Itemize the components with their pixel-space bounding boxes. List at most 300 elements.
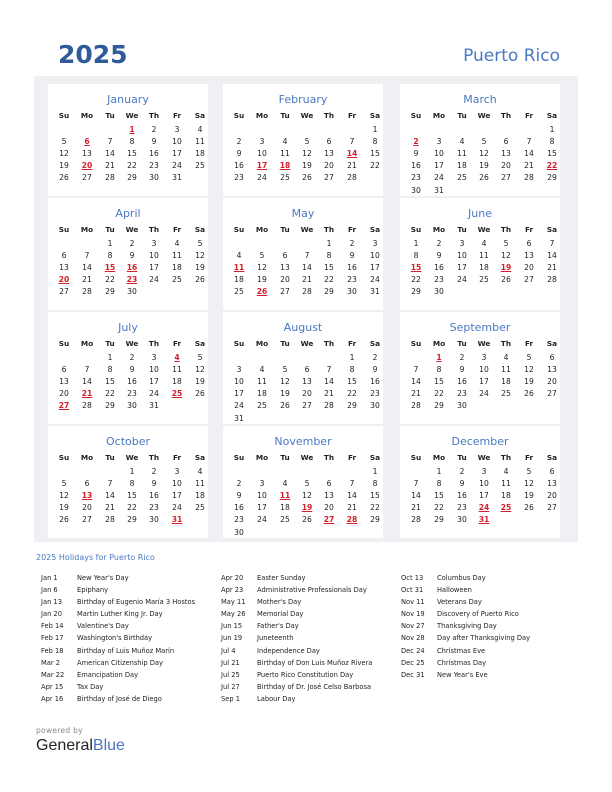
- day-cell: 3: [151, 353, 157, 362]
- day-cell: 13: [524, 251, 534, 261]
- holiday-date: Dec 25: [401, 658, 425, 667]
- day-cell: 20: [524, 263, 534, 273]
- day-cell: 8: [129, 137, 135, 147]
- day-cell: 23: [347, 275, 357, 285]
- day-cell: 27: [524, 275, 534, 285]
- day-cell: 11: [479, 251, 489, 261]
- weekday-label: Sa: [369, 339, 381, 348]
- day-cell: 29: [411, 287, 421, 297]
- weekday-label: Tu: [457, 453, 467, 462]
- month-title: December: [451, 435, 509, 448]
- day-cell: 6: [526, 239, 532, 248]
- day-cell: 20: [324, 503, 334, 513]
- day-cell: 15: [127, 149, 137, 159]
- holiday-day-cell: 15: [104, 263, 116, 273]
- day-cell: 24: [257, 515, 267, 525]
- day-cell: 13: [59, 263, 69, 273]
- day-cell: 2: [129, 353, 135, 362]
- day-cell: 6: [61, 251, 67, 261]
- holiday-name: Birthday of José de Diego: [77, 694, 162, 703]
- holiday-day-cell: 31: [171, 515, 183, 525]
- day-cell: 3: [174, 467, 180, 476]
- day-cell: 21: [411, 503, 421, 513]
- day-cell: 15: [127, 491, 137, 501]
- weekday-label: Mo: [432, 453, 446, 462]
- powered-by-label: powered by: [36, 726, 83, 735]
- day-cell: 18: [172, 377, 182, 387]
- month-november: [223, 426, 383, 538]
- day-cell: 22: [324, 275, 334, 285]
- weekday-header: [48, 111, 208, 122]
- day-cell: 16: [127, 377, 137, 387]
- day-cell: 20: [547, 377, 557, 387]
- weekday-header: [48, 225, 208, 236]
- day-cell: 1: [372, 467, 378, 476]
- day-cell: 12: [524, 365, 534, 375]
- day-cell: 19: [524, 491, 534, 501]
- day-cell: 17: [149, 377, 159, 387]
- day-cell: 6: [61, 365, 67, 375]
- day-cell: 6: [304, 365, 310, 375]
- day-cell: 7: [84, 251, 90, 261]
- day-cell: 4: [174, 239, 180, 248]
- day-cell: 10: [172, 137, 182, 147]
- weekday-label: Mo: [80, 225, 94, 234]
- day-cell: 21: [547, 263, 557, 273]
- day-cell: 26: [479, 173, 489, 183]
- day-cell: 5: [61, 137, 67, 147]
- day-cell: 14: [411, 491, 421, 501]
- day-cell: 18: [501, 491, 511, 501]
- holiday-day-cell: 24: [478, 503, 490, 513]
- holiday-date: Apr 15: [41, 682, 64, 691]
- weekday-label: Th: [148, 225, 160, 234]
- holiday-date: Feb 18: [41, 646, 64, 655]
- day-cell: 27: [547, 503, 557, 513]
- day-cell: 29: [347, 401, 357, 411]
- day-cell: 11: [172, 365, 182, 375]
- day-cell: 6: [503, 137, 509, 147]
- day-cell: 5: [197, 353, 203, 362]
- day-cell: 8: [549, 137, 555, 147]
- day-cell: 30: [457, 515, 467, 525]
- holiday-name: Birthday of Don Luis Muñoz Rivera: [257, 658, 373, 667]
- day-cell: 6: [84, 479, 90, 489]
- weekday-header: [48, 339, 208, 350]
- day-cell: 16: [149, 149, 159, 159]
- day-cell: 15: [547, 149, 557, 159]
- day-cell: 7: [107, 137, 113, 147]
- day-cell: 19: [59, 503, 69, 513]
- holiday-name: Martin Luther King Jr. Day: [77, 610, 163, 619]
- day-cell: 18: [479, 263, 489, 273]
- holiday-name: Christmas Eve: [437, 646, 486, 655]
- weekday-label: Mo: [255, 111, 269, 120]
- holiday-date: Nov 11: [401, 598, 425, 607]
- holiday-date: Jan 20: [41, 610, 62, 619]
- day-cell: 16: [457, 377, 467, 387]
- day-cell: 9: [349, 251, 355, 261]
- day-cell: 16: [434, 263, 444, 273]
- day-cell: 3: [236, 365, 242, 375]
- holiday-date: Oct 13: [401, 574, 424, 582]
- holiday-date: Jul 25: [221, 670, 240, 679]
- day-cell: 4: [236, 251, 242, 261]
- day-cell: 2: [459, 353, 465, 362]
- weekday-label: We: [300, 339, 314, 348]
- day-cell: 17: [172, 149, 182, 159]
- day-cell: 12: [302, 149, 312, 159]
- day-cell: 7: [349, 479, 355, 489]
- day-cell: 18: [257, 389, 267, 399]
- day-cell: 13: [547, 479, 557, 489]
- weekday-header: [48, 453, 208, 464]
- holiday-name: Birthday of Eugenio María 3 Hostos: [77, 598, 196, 607]
- weekday-label: Mo: [255, 339, 269, 348]
- day-cell: 18: [280, 503, 290, 513]
- month-title: June: [468, 207, 492, 220]
- day-cell: 13: [280, 263, 290, 273]
- weekday-label: Th: [323, 339, 335, 348]
- day-cell: 10: [257, 149, 267, 159]
- day-cell: 15: [434, 491, 444, 501]
- day-cell: 27: [547, 389, 557, 399]
- weekday-header: [400, 339, 560, 350]
- day-cell: 12: [59, 149, 69, 159]
- weekday-label: Sa: [194, 225, 206, 234]
- day-cell: 29: [370, 515, 380, 525]
- day-cell: 8: [326, 251, 332, 261]
- day-cell: 4: [481, 239, 487, 248]
- day-cell: 31: [234, 413, 244, 423]
- holiday-day-cell: 17: [256, 161, 268, 171]
- holiday-day-cell: 13: [81, 491, 93, 501]
- day-cell: 29: [434, 515, 444, 525]
- weekday-label: Th: [323, 111, 335, 120]
- weekday-label: Mo: [432, 225, 446, 234]
- holiday-name: Birthday of Dr. José Celso Barbosa: [257, 682, 372, 691]
- day-cell: 28: [82, 401, 92, 411]
- weekday-label: Sa: [546, 225, 558, 234]
- holiday-day-cell: 20: [58, 275, 70, 285]
- day-cell: 4: [282, 137, 288, 147]
- day-cell: 20: [324, 161, 334, 171]
- day-cell: 7: [326, 365, 332, 375]
- holiday-date: Sep 1: [221, 694, 240, 703]
- day-cell: 4: [197, 467, 203, 476]
- day-cell: 1: [436, 467, 442, 476]
- day-cell: 17: [370, 263, 380, 273]
- holiday-name: Epiphany: [77, 586, 109, 595]
- month-june: [400, 198, 560, 310]
- day-cell: 2: [372, 353, 378, 362]
- day-cell: 21: [324, 389, 334, 399]
- weekday-label: Su: [410, 339, 422, 348]
- day-cell: 31: [434, 185, 444, 195]
- day-cell: 18: [195, 491, 205, 501]
- day-cell: 8: [107, 365, 113, 375]
- weekday-label: Su: [233, 453, 245, 462]
- day-cell: 19: [280, 389, 290, 399]
- day-cell: 23: [434, 275, 444, 285]
- day-cell: 8: [413, 251, 419, 261]
- holiday-date: Jul 27: [221, 682, 240, 691]
- day-cell: 31: [370, 287, 380, 297]
- day-cell: 8: [349, 365, 355, 375]
- day-cell: 20: [547, 491, 557, 501]
- day-cell: 2: [129, 239, 135, 248]
- month-title: January: [107, 93, 149, 106]
- holiday-name: American Citizenship Day: [77, 658, 163, 667]
- day-cell: 11: [457, 149, 467, 159]
- day-cell: 5: [282, 365, 288, 375]
- day-cell: 11: [501, 365, 511, 375]
- day-cell: 16: [411, 161, 421, 171]
- weekday-label: Mo: [80, 453, 94, 462]
- day-cell: 27: [82, 173, 92, 183]
- day-cell: 5: [304, 479, 310, 489]
- day-cell: 11: [501, 479, 511, 489]
- day-cell: 15: [370, 491, 380, 501]
- holiday-date: May 26: [221, 610, 246, 619]
- day-cell: 12: [501, 251, 511, 261]
- day-cell: 24: [172, 503, 182, 513]
- day-cell: 22: [370, 503, 380, 513]
- holiday-date: Jun 19: [221, 634, 243, 643]
- month-march: [400, 84, 560, 196]
- day-cell: 10: [149, 251, 159, 261]
- day-cell: 13: [302, 377, 312, 387]
- day-cell: 12: [280, 377, 290, 387]
- day-cell: 31: [149, 401, 159, 411]
- day-cell: 22: [105, 275, 115, 285]
- weekday-label: Fr: [347, 339, 357, 348]
- country-name: Puerto Rico: [463, 46, 560, 66]
- day-cell: 29: [127, 173, 137, 183]
- day-cell: 9: [129, 251, 135, 261]
- day-cell: 17: [434, 161, 444, 171]
- weekday-label: Tu: [105, 111, 115, 120]
- day-cell: 11: [195, 479, 205, 489]
- day-cell: 6: [549, 353, 555, 362]
- day-cell: 14: [105, 491, 115, 501]
- day-cell: 12: [59, 491, 69, 501]
- weekday-label: Fr: [347, 111, 357, 120]
- weekday-header: [223, 339, 383, 350]
- weekday-header: [400, 111, 560, 122]
- day-cell: 10: [479, 365, 489, 375]
- holiday-name: Juneteenth: [257, 634, 294, 643]
- day-cell: 17: [149, 263, 159, 273]
- month-august: [223, 312, 383, 424]
- day-cell: 21: [411, 389, 421, 399]
- weekday-label: Th: [148, 453, 160, 462]
- day-cell: 1: [413, 239, 419, 248]
- holiday-name: Halloween: [437, 586, 472, 595]
- holiday-day-cell: 11: [233, 263, 245, 273]
- day-cell: 4: [259, 365, 265, 375]
- weekday-label: We: [477, 453, 491, 462]
- day-cell: 4: [503, 353, 509, 362]
- holiday-date: Dec 31: [401, 670, 425, 679]
- day-cell: 13: [82, 149, 92, 159]
- holiday-day-cell: 26: [256, 287, 268, 297]
- day-cell: 7: [549, 239, 555, 248]
- holiday-name: Birthday of Luis Muñoz Marín: [77, 646, 175, 655]
- weekday-label: Tu: [457, 339, 467, 348]
- day-cell: 2: [459, 467, 465, 476]
- holiday-day-cell: 14: [346, 149, 358, 159]
- day-cell: 14: [82, 263, 92, 273]
- day-cell: 10: [370, 251, 380, 261]
- day-cell: 9: [459, 479, 465, 489]
- weekday-label: Tu: [280, 453, 290, 462]
- day-cell: 2: [151, 125, 157, 134]
- day-cell: 16: [370, 377, 380, 387]
- weekday-label: Su: [58, 225, 70, 234]
- holiday-date: Mar 22: [41, 670, 65, 679]
- day-cell: 19: [195, 263, 205, 273]
- holiday-name: Memorial Day: [257, 610, 304, 619]
- holiday-date: Oct 31: [401, 586, 424, 595]
- day-cell: 4: [503, 467, 509, 476]
- weekday-header: [400, 453, 560, 464]
- weekday-label: Sa: [194, 111, 206, 120]
- day-cell: 1: [326, 239, 332, 248]
- day-cell: 19: [195, 377, 205, 387]
- day-cell: 19: [479, 161, 489, 171]
- day-cell: 28: [547, 275, 557, 285]
- day-cell: 7: [413, 365, 419, 375]
- month-july: [48, 312, 208, 424]
- weekday-label: Th: [500, 225, 512, 234]
- holiday-day-cell: 27: [323, 515, 335, 525]
- weekday-label: Sa: [546, 111, 558, 120]
- day-cell: 13: [324, 491, 334, 501]
- holiday-date: Jun 15: [221, 622, 243, 631]
- holiday-day-cell: 25: [500, 503, 512, 513]
- day-cell: 14: [82, 377, 92, 387]
- day-cell: 7: [349, 137, 355, 147]
- generalblue-logo: [36, 737, 125, 755]
- day-cell: 9: [236, 149, 242, 159]
- weekday-label: Fr: [524, 453, 534, 462]
- day-cell: 23: [457, 389, 467, 399]
- day-cell: 6: [549, 467, 555, 476]
- calendar-grid: [34, 76, 578, 542]
- day-cell: 20: [501, 161, 511, 171]
- day-cell: 30: [370, 401, 380, 411]
- day-cell: 29: [547, 173, 557, 183]
- weekday-label: Su: [410, 453, 422, 462]
- holiday-day-cell: 6: [84, 137, 90, 147]
- holiday-day-cell: 31: [478, 515, 490, 525]
- day-cell: 8: [372, 479, 378, 489]
- day-cell: 27: [501, 173, 511, 183]
- holiday-name: Washington's Birthday: [77, 634, 153, 643]
- day-cell: 6: [326, 479, 332, 489]
- day-cell: 13: [59, 377, 69, 387]
- holiday-date: Nov 28: [401, 634, 425, 643]
- holiday-day-cell: 15: [410, 263, 422, 273]
- day-cell: 4: [282, 479, 288, 489]
- holiday-day-cell: 1: [436, 353, 442, 362]
- day-cell: 24: [234, 401, 244, 411]
- day-cell: 24: [257, 173, 267, 183]
- day-cell: 7: [107, 479, 113, 489]
- day-cell: 13: [547, 365, 557, 375]
- day-cell: 5: [526, 353, 532, 362]
- day-cell: 23: [457, 503, 467, 513]
- day-cell: 22: [127, 161, 137, 171]
- weekday-label: Su: [233, 111, 245, 120]
- holiday-date: Jan 1: [41, 574, 58, 582]
- day-cell: 1: [107, 239, 113, 248]
- day-cell: 9: [372, 365, 378, 375]
- weekday-label: Mo: [80, 111, 94, 120]
- day-cell: 5: [61, 479, 67, 489]
- day-cell: 16: [347, 263, 357, 273]
- day-cell: 11: [195, 137, 205, 147]
- day-cell: 2: [236, 479, 242, 489]
- day-cell: 19: [524, 377, 534, 387]
- day-cell: 21: [302, 275, 312, 285]
- day-cell: 13: [501, 149, 511, 159]
- weekday-header: [400, 225, 560, 236]
- day-cell: 18: [172, 263, 182, 273]
- day-cell: 26: [524, 389, 534, 399]
- weekday-label: We: [125, 453, 139, 462]
- day-cell: 22: [347, 389, 357, 399]
- weekday-label: Tu: [105, 453, 115, 462]
- weekday-label: Su: [58, 453, 70, 462]
- day-cell: 28: [302, 287, 312, 297]
- day-cell: 11: [172, 251, 182, 261]
- day-cell: 14: [105, 149, 115, 159]
- day-cell: 16: [234, 161, 244, 171]
- weekday-label: Sa: [194, 453, 206, 462]
- weekday-label: Fr: [524, 339, 534, 348]
- weekday-label: Fr: [172, 225, 182, 234]
- day-cell: 27: [324, 173, 334, 183]
- day-cell: 27: [280, 287, 290, 297]
- day-cell: 16: [149, 491, 159, 501]
- day-cell: 26: [501, 275, 511, 285]
- weekday-label: We: [125, 111, 139, 120]
- day-cell: 30: [347, 287, 357, 297]
- weekday-label: Tu: [105, 339, 115, 348]
- weekday-header: [223, 225, 383, 236]
- day-cell: 22: [370, 161, 380, 171]
- day-cell: 15: [324, 263, 334, 273]
- day-cell: 25: [195, 503, 205, 513]
- day-cell: 28: [105, 173, 115, 183]
- holiday-date: Apr 23: [221, 586, 244, 595]
- day-cell: 28: [347, 173, 357, 183]
- weekday-label: Fr: [172, 111, 182, 120]
- holiday-name: Thanksgiving Day: [437, 622, 497, 631]
- day-cell: 30: [434, 287, 444, 297]
- day-cell: 28: [411, 515, 421, 525]
- holiday-date: Nov 19: [401, 610, 425, 619]
- weekday-label: Fr: [172, 453, 182, 462]
- day-cell: 12: [195, 251, 205, 261]
- day-cell: 5: [503, 239, 509, 248]
- day-cell: 18: [195, 149, 205, 159]
- day-cell: 1: [372, 125, 378, 134]
- holiday-day-cell: 16: [126, 263, 138, 273]
- day-cell: 5: [197, 239, 203, 248]
